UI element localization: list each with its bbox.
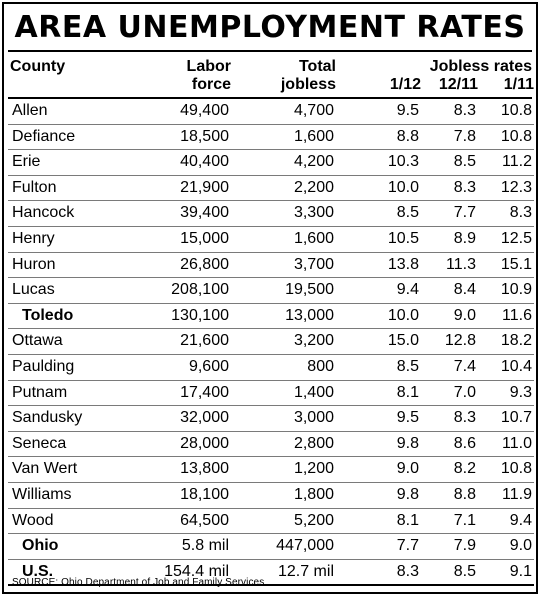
table-row bbox=[8, 253, 534, 279]
header-labor-line1: Labor bbox=[186, 58, 231, 75]
total-jobless-cell: 1,600 bbox=[293, 229, 334, 247]
rate-1-11-cell: 9.0 bbox=[509, 537, 532, 555]
county-cell: Huron bbox=[12, 255, 56, 273]
county-cell: Erie bbox=[12, 153, 41, 171]
rate-12-11-cell: 8.5 bbox=[453, 153, 476, 171]
header-total-line2: jobless bbox=[280, 76, 336, 93]
county-cell: Allen bbox=[12, 102, 48, 119]
table-row bbox=[8, 457, 534, 483]
total-jobless-cell: 5,200 bbox=[293, 511, 334, 529]
rate-1-11-cell: 10.4 bbox=[500, 357, 532, 375]
rate-1-12-cell: 8.5 bbox=[396, 357, 419, 375]
rate-1-11-cell: 10.8 bbox=[500, 102, 532, 119]
labor-force-cell: 15,000 bbox=[180, 229, 229, 247]
header-rate-12-11: 12/11 bbox=[438, 76, 478, 93]
rate-1-12-cell: 9.5 bbox=[396, 102, 419, 119]
total-jobless-cell: 3,200 bbox=[293, 332, 334, 350]
county-cell: Hancock bbox=[12, 204, 75, 222]
rate-1-12-cell: 9.0 bbox=[396, 460, 419, 478]
table-row bbox=[8, 176, 534, 202]
rate-1-12-cell: 13.8 bbox=[387, 255, 419, 273]
total-jobless-cell: 3,300 bbox=[293, 204, 334, 222]
table-row bbox=[8, 150, 534, 176]
rate-12-11-cell: 8.3 bbox=[453, 409, 476, 427]
header-top-rule bbox=[8, 50, 532, 52]
table-row bbox=[8, 381, 534, 407]
total-jobless-cell: 1,400 bbox=[293, 383, 334, 401]
rate-12-11-cell: 7.9 bbox=[453, 537, 476, 555]
labor-force-cell: 21,600 bbox=[180, 332, 229, 350]
rate-1-12-cell: 8.3 bbox=[396, 562, 419, 580]
county-cell: U.S. bbox=[22, 562, 54, 580]
rate-1-12-cell: 9.5 bbox=[396, 409, 419, 427]
rate-12-11-cell: 8.3 bbox=[453, 102, 476, 119]
total-jobless-cell: 4,200 bbox=[293, 153, 334, 171]
total-jobless-cell: 13,000 bbox=[285, 306, 334, 324]
total-jobless-cell: 2,200 bbox=[293, 178, 334, 196]
rate-1-11-cell: 10.9 bbox=[500, 281, 532, 299]
rate-1-11-cell: 10.8 bbox=[500, 127, 532, 145]
county-cell: Toledo bbox=[22, 306, 74, 324]
table-row bbox=[8, 278, 534, 304]
rate-12-11-cell: 7.7 bbox=[453, 204, 476, 222]
header-rate-1-11: 1/11 bbox=[503, 76, 534, 93]
rate-1-11-cell: 10.8 bbox=[500, 460, 532, 478]
labor-force-cell: 18,500 bbox=[180, 127, 229, 145]
total-jobless-cell: 4,700 bbox=[293, 102, 334, 119]
header-labor-force bbox=[187, 58, 231, 94]
rate-1-12-cell: 8.1 bbox=[396, 383, 419, 401]
header-jobless-rates: Jobless rates bbox=[429, 58, 532, 75]
total-jobless-cell: 447,000 bbox=[276, 537, 334, 555]
table-row bbox=[8, 406, 534, 432]
rate-12-11-cell: 7.8 bbox=[453, 127, 476, 145]
total-jobless-cell: 800 bbox=[307, 357, 334, 375]
county-cell: Wood bbox=[12, 511, 54, 529]
table-row bbox=[8, 227, 534, 253]
rate-1-11-cell: 12.5 bbox=[500, 229, 532, 247]
rate-1-12-cell: 9.4 bbox=[396, 281, 419, 299]
rate-1-12-cell: 8.5 bbox=[396, 204, 419, 222]
county-cell: Fulton bbox=[12, 178, 57, 196]
rate-12-11-cell: 9.0 bbox=[453, 306, 476, 324]
labor-force-cell: 32,000 bbox=[180, 409, 229, 427]
table-body bbox=[8, 99, 534, 586]
source-note: SOURCE: Ohio Department of Job and Family Services bbox=[12, 577, 265, 588]
labor-force-cell: 13,800 bbox=[180, 460, 229, 478]
rate-12-11-cell: 8.9 bbox=[453, 229, 476, 247]
table-row bbox=[8, 99, 534, 125]
table-row bbox=[8, 432, 534, 458]
header-total-line1: Total bbox=[298, 58, 336, 75]
chart-title: AREA UNEMPLOYMENT RATES bbox=[14, 10, 526, 45]
labor-force-cell: 154.4 mil bbox=[164, 562, 229, 580]
rate-1-12-cell: 10.3 bbox=[387, 153, 419, 171]
rate-1-11-cell: 8.3 bbox=[509, 204, 532, 222]
header-county: County bbox=[10, 58, 66, 75]
rate-12-11-cell: 11.3 bbox=[446, 255, 476, 273]
county-cell: Paulding bbox=[12, 357, 75, 375]
rate-12-11-cell: 7.4 bbox=[453, 357, 476, 375]
rate-1-11-cell: 11.0 bbox=[502, 434, 532, 452]
rate-1-12-cell: 7.7 bbox=[396, 537, 419, 555]
total-jobless-cell: 1,600 bbox=[293, 127, 334, 145]
labor-force-cell: 208,100 bbox=[171, 281, 229, 299]
rate-1-11-cell: 9.4 bbox=[509, 511, 532, 529]
table-frame bbox=[2, 2, 538, 594]
county-cell: Van Wert bbox=[12, 460, 78, 478]
rate-12-11-cell: 7.0 bbox=[453, 383, 476, 401]
rate-12-11-cell: 8.2 bbox=[453, 460, 476, 478]
rate-1-11-cell: 11.2 bbox=[502, 153, 532, 171]
rate-1-11-cell: 9.3 bbox=[509, 383, 532, 401]
table-row bbox=[8, 483, 534, 509]
labor-force-cell: 39,400 bbox=[180, 204, 229, 222]
labor-force-cell: 21,900 bbox=[180, 178, 229, 196]
labor-force-cell: 17,400 bbox=[180, 383, 229, 401]
table-row bbox=[8, 125, 534, 151]
rate-12-11-cell: 8.6 bbox=[453, 434, 476, 452]
rate-1-12-cell: 8.8 bbox=[396, 127, 419, 145]
rate-1-11-cell: 9.1 bbox=[509, 562, 532, 580]
county-cell: Seneca bbox=[12, 434, 67, 452]
rate-12-11-cell: 8.8 bbox=[453, 485, 476, 503]
labor-force-cell: 26,800 bbox=[180, 255, 229, 273]
header-total-jobless bbox=[281, 58, 336, 94]
total-jobless-cell: 2,800 bbox=[293, 434, 334, 452]
labor-force-cell: 130,100 bbox=[171, 306, 229, 324]
rate-1-12-cell: 15.0 bbox=[387, 332, 419, 350]
rate-1-12-cell: 9.8 bbox=[396, 434, 419, 452]
rate-12-11-cell: 12.8 bbox=[444, 332, 476, 350]
labor-force-cell: 28,000 bbox=[180, 434, 229, 452]
rate-12-11-cell: 7.1 bbox=[453, 511, 476, 529]
rate-1-11-cell: 10.7 bbox=[500, 409, 532, 427]
county-cell: Williams bbox=[12, 485, 72, 503]
rate-12-11-cell: 8.3 bbox=[453, 178, 476, 196]
table-row bbox=[8, 509, 534, 535]
county-cell: Putnam bbox=[12, 383, 68, 401]
rate-12-11-cell: 8.5 bbox=[453, 562, 476, 580]
table-row bbox=[8, 355, 534, 381]
rate-1-12-cell: 10.5 bbox=[387, 229, 419, 247]
rate-1-12-cell: 10.0 bbox=[387, 178, 419, 196]
rate-1-11-cell: 11.9 bbox=[502, 485, 532, 503]
total-jobless-cell: 1,200 bbox=[293, 460, 334, 478]
table-row bbox=[8, 201, 534, 227]
county-cell: Henry bbox=[12, 229, 55, 247]
table-row bbox=[8, 304, 534, 330]
rate-1-11-cell: 15.1 bbox=[500, 255, 532, 273]
county-cell: Sandusky bbox=[12, 409, 83, 427]
table-row bbox=[8, 534, 534, 560]
total-jobless-cell: 3,000 bbox=[293, 409, 334, 427]
rate-1-12-cell: 10.0 bbox=[387, 306, 419, 324]
header-rate-1-12: 1/12 bbox=[389, 76, 421, 93]
total-jobless-cell: 1,800 bbox=[293, 485, 334, 503]
labor-force-cell: 49,400 bbox=[180, 102, 229, 119]
labor-force-cell: 40,400 bbox=[180, 153, 229, 171]
table-row bbox=[8, 329, 534, 355]
labor-force-cell: 5.8 mil bbox=[181, 537, 229, 555]
rate-1-12-cell: 8.1 bbox=[396, 511, 419, 529]
total-jobless-cell: 12.7 mil bbox=[277, 562, 334, 580]
county-cell: Defiance bbox=[12, 127, 76, 145]
rate-12-11-cell: 8.4 bbox=[453, 281, 476, 299]
total-jobless-cell: 3,700 bbox=[293, 255, 334, 273]
county-cell: Ohio bbox=[22, 537, 59, 555]
county-cell: Ottawa bbox=[12, 332, 63, 350]
rate-1-11-cell: 12.3 bbox=[500, 178, 532, 196]
rate-1-11-cell: 11.6 bbox=[502, 306, 532, 324]
county-cell: Lucas bbox=[12, 281, 55, 299]
header-labor-line2: force bbox=[191, 76, 231, 93]
labor-force-cell: 18,100 bbox=[180, 485, 229, 503]
labor-force-cell: 9,600 bbox=[188, 357, 229, 375]
total-jobless-cell: 19,500 bbox=[285, 281, 334, 299]
labor-force-cell: 64,500 bbox=[180, 511, 229, 529]
rate-1-11-cell: 18.2 bbox=[500, 332, 532, 350]
rate-1-12-cell: 9.8 bbox=[396, 485, 419, 503]
